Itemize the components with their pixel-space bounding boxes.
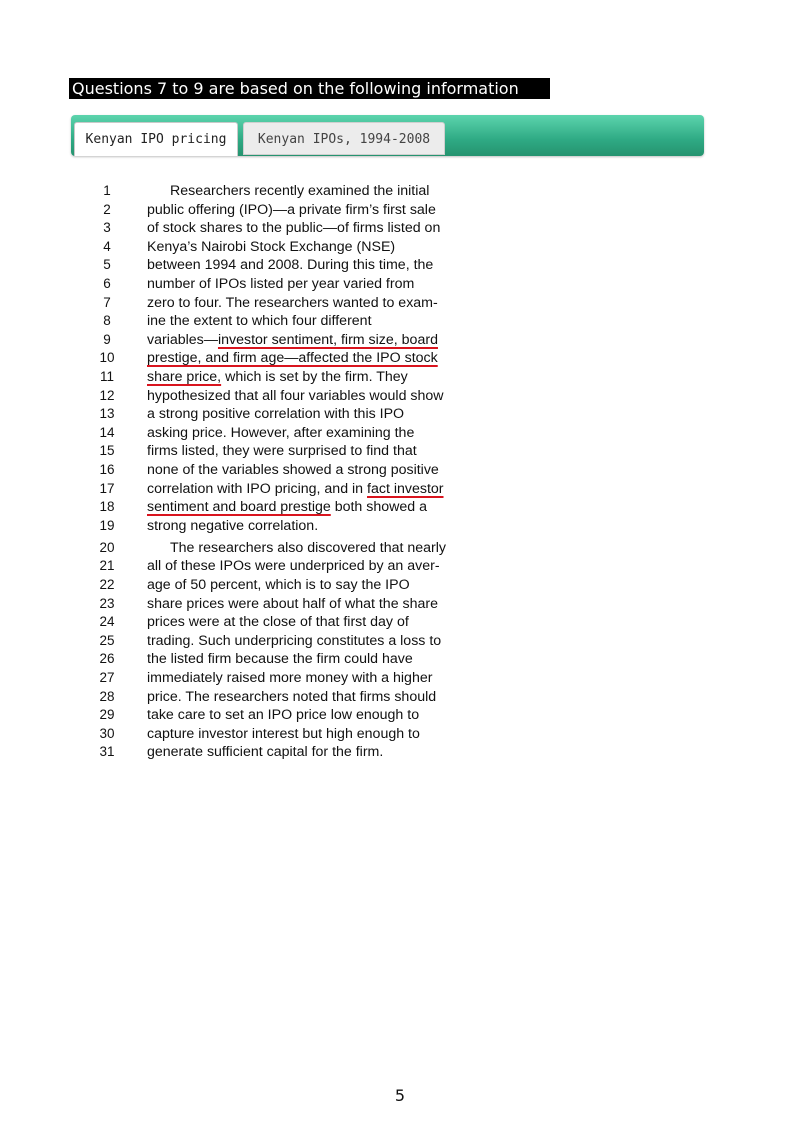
line-number: 5 bbox=[103, 257, 111, 273]
line-number: 20 bbox=[99, 539, 115, 555]
line-text bbox=[147, 498, 427, 517]
line-number: 19 bbox=[99, 517, 115, 533]
text-segment: firms listed, they were surprised to find that bbox=[147, 443, 417, 460]
line-number: 12 bbox=[99, 387, 115, 403]
passage-line bbox=[96, 669, 516, 688]
text-segment: prices were at the close of that first day of bbox=[147, 614, 409, 631]
line-text bbox=[147, 294, 438, 313]
passage-line bbox=[96, 498, 516, 517]
line-number: 13 bbox=[99, 406, 115, 422]
tab-kenyan-ipos-1994-2008[interactable]: Kenyan IPOs, 1994-2008 bbox=[243, 122, 445, 155]
line-number: 17 bbox=[99, 480, 115, 496]
text-segment: price. The researchers noted that firms should bbox=[147, 688, 437, 705]
text-segment: capture investor interest but high enough to bbox=[147, 725, 420, 742]
text-segment: none of the variables showed a strong positive bbox=[147, 461, 439, 478]
line-text bbox=[147, 480, 444, 499]
passage-line bbox=[96, 517, 516, 536]
passage-line bbox=[96, 725, 516, 744]
line-text bbox=[147, 557, 440, 576]
line-text bbox=[147, 219, 440, 238]
line-text bbox=[147, 424, 414, 443]
line-number: 29 bbox=[99, 707, 115, 723]
passage-line bbox=[96, 349, 516, 368]
passage-line bbox=[96, 405, 516, 424]
text-segment: Researchers recently examined the initial bbox=[170, 183, 430, 199]
passage-line bbox=[96, 238, 516, 257]
line-text bbox=[147, 442, 417, 461]
line-number: 7 bbox=[103, 294, 111, 310]
line-text bbox=[147, 743, 383, 762]
line-number: 23 bbox=[99, 595, 115, 611]
text-segment: zero to four. The researchers wanted to exam- bbox=[147, 294, 438, 311]
line-text bbox=[147, 517, 318, 536]
text-segment: number of IPOs listed per year varied from bbox=[147, 275, 415, 292]
questions-header: Questions 7 to 9 are based on the following information bbox=[69, 78, 550, 99]
line-text bbox=[147, 312, 372, 331]
text-segment: The researchers also discovered that nearly bbox=[170, 539, 447, 556]
passage-text bbox=[96, 182, 516, 762]
line-text bbox=[147, 368, 408, 387]
line-number: 11 bbox=[99, 368, 114, 384]
tab-kenyan-ipo-pricing[interactable]: Kenyan IPO pricing bbox=[74, 122, 238, 156]
line-number: 10 bbox=[99, 350, 115, 366]
underlined-phrase: fact investor bbox=[367, 480, 444, 497]
line-number: 1 bbox=[103, 183, 111, 198]
page-number: 5 bbox=[394, 1086, 406, 1105]
tab-bar bbox=[71, 115, 704, 156]
line-number: 6 bbox=[103, 275, 111, 291]
text-segment: variables— bbox=[147, 331, 218, 348]
text-segment: which is set by the firm. They bbox=[221, 368, 408, 385]
passage-line bbox=[96, 743, 516, 762]
text-segment: hypothesized that all four variables would show bbox=[147, 387, 444, 404]
passage-line bbox=[96, 331, 516, 350]
line-number: 26 bbox=[99, 651, 115, 667]
line-number: 30 bbox=[99, 725, 115, 741]
line-text bbox=[147, 650, 413, 669]
line-text bbox=[147, 669, 432, 688]
passage-line bbox=[96, 256, 516, 275]
text-segment: between 1994 and 2008. During this time, the bbox=[147, 257, 434, 274]
line-number: 25 bbox=[99, 632, 115, 648]
passage-line bbox=[96, 424, 516, 443]
passage-line bbox=[96, 312, 516, 331]
line-text bbox=[147, 706, 419, 725]
line-text bbox=[170, 539, 446, 558]
text-segment: a strong positive correlation with this IPO bbox=[147, 406, 405, 423]
line-number: 9 bbox=[103, 331, 111, 347]
line-number: 2 bbox=[103, 201, 111, 217]
passage-line bbox=[96, 632, 516, 651]
line-text bbox=[147, 725, 420, 744]
underlined-phrase: share price, bbox=[147, 368, 222, 385]
passage-line bbox=[96, 219, 516, 238]
passage-line bbox=[96, 201, 516, 220]
text-segment: correlation with IPO pricing, and in bbox=[147, 480, 368, 497]
text-segment: asking price. However, after examining the bbox=[147, 424, 415, 441]
line-number: 4 bbox=[103, 238, 111, 254]
passage-line bbox=[96, 480, 516, 499]
passage-line bbox=[96, 387, 516, 406]
line-text bbox=[147, 405, 404, 424]
line-text bbox=[147, 349, 438, 368]
line-text bbox=[147, 387, 444, 406]
text-segment: ine the extent to which four different bbox=[147, 313, 372, 330]
text-segment: of stock shares to the public—of firms listed on bbox=[147, 220, 441, 237]
passage-line bbox=[96, 442, 516, 461]
line-text bbox=[147, 688, 436, 707]
text-segment: both showed a bbox=[330, 499, 427, 516]
line-number: 27 bbox=[99, 670, 115, 686]
line-text bbox=[147, 256, 433, 275]
text-segment: take care to set an IPO price low enough to bbox=[147, 707, 420, 724]
passage-line bbox=[96, 461, 516, 480]
line-number: 24 bbox=[99, 614, 115, 630]
passage-line bbox=[96, 557, 516, 576]
passage-line bbox=[96, 576, 516, 595]
text-segment: share prices were about half of what the share bbox=[147, 595, 439, 612]
text-segment: the listed firm because the firm could have bbox=[147, 651, 413, 668]
passage-line bbox=[96, 688, 516, 707]
text-segment: all of these IPOs were underpriced by an aver- bbox=[147, 558, 440, 575]
line-number: 15 bbox=[99, 443, 115, 459]
line-text bbox=[147, 632, 441, 651]
line-text bbox=[147, 461, 439, 480]
line-text bbox=[147, 595, 438, 614]
passage-line bbox=[96, 294, 516, 313]
passage-line bbox=[96, 706, 516, 725]
line-number: 8 bbox=[103, 313, 111, 329]
text-segment: trading. Such underpricing constitutes a loss to bbox=[147, 632, 442, 649]
line-text bbox=[147, 201, 436, 220]
passage-line bbox=[96, 368, 516, 387]
line-number: 18 bbox=[99, 499, 115, 515]
line-number: 31 bbox=[99, 744, 115, 760]
line-number: 21 bbox=[99, 558, 115, 574]
line-text bbox=[147, 613, 409, 632]
line-text bbox=[147, 275, 414, 294]
line-number: 3 bbox=[103, 220, 111, 236]
passage-line bbox=[96, 595, 516, 614]
underlined-phrase: investor sentiment, firm size, board bbox=[217, 331, 438, 348]
line-text bbox=[147, 331, 438, 350]
passage-line bbox=[96, 613, 516, 632]
line-number: 22 bbox=[99, 577, 115, 593]
underlined-phrase: sentiment and board prestige bbox=[147, 499, 331, 516]
underlined-phrase: prestige, and firm age—affected the IPO stock bbox=[147, 350, 438, 367]
passage-line bbox=[96, 539, 516, 558]
passage-line bbox=[96, 182, 516, 201]
text-segment: immediately raised more money with a higher bbox=[147, 670, 433, 687]
line-text bbox=[170, 182, 429, 201]
passage-line bbox=[96, 275, 516, 294]
line-number: 28 bbox=[99, 688, 115, 704]
line-text bbox=[147, 576, 410, 595]
line-number: 16 bbox=[99, 461, 115, 477]
text-segment: generate sufficient capital for the firm. bbox=[147, 744, 384, 761]
passage-line bbox=[96, 650, 516, 669]
line-number: 14 bbox=[99, 424, 115, 440]
text-segment: Kenya’s Nairobi Stock Exchange (NSE) bbox=[147, 238, 396, 255]
text-segment: strong negative correlation. bbox=[147, 517, 319, 534]
text-segment: age of 50 percent, which is to say the IPO bbox=[147, 577, 410, 594]
text-segment: public offering (IPO)—a private firm’s first sale bbox=[147, 201, 436, 218]
line-text bbox=[147, 238, 395, 257]
